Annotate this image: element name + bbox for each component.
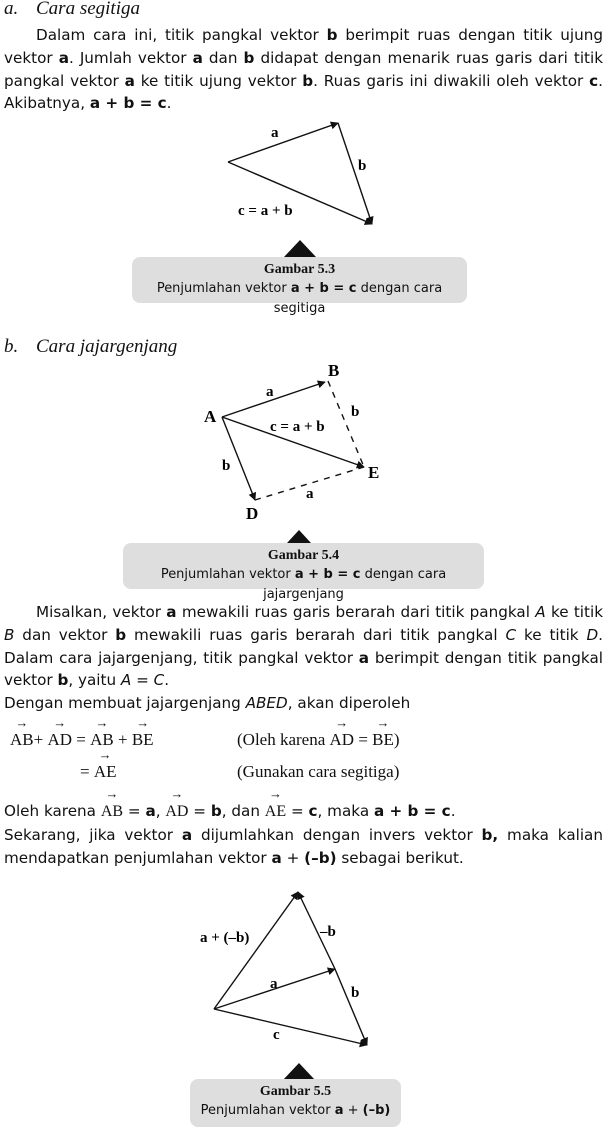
section-a-title: Cara segitiga xyxy=(36,0,140,19)
label-a-top: a xyxy=(266,384,274,400)
vector-b-arrow xyxy=(335,969,367,1045)
label-c: c = a + b xyxy=(270,419,325,435)
label-b-left: b xyxy=(222,458,231,474)
equation-row-2-note: (Gunakan cara segitiga) xyxy=(237,762,400,781)
point-A: A xyxy=(204,407,217,426)
vector-a-arrow xyxy=(228,123,338,162)
equation-row-2: = → AE xyxy=(80,762,117,782)
label-b: b xyxy=(351,985,360,1001)
caption-title: Gambar 5.4 xyxy=(267,548,340,563)
caption-title: Gambar 5.3 xyxy=(263,262,336,277)
figure-5-5-diagram xyxy=(0,880,607,1065)
vector-c-arrow xyxy=(214,1009,367,1045)
label-a-bottom: a xyxy=(306,486,314,502)
point-D: D xyxy=(246,504,259,523)
vector-a-minus-b-arrow xyxy=(214,892,298,1009)
label-neg-b: –b xyxy=(320,924,336,940)
paragraph-conclusion: Oleh karena → AB = a, → AD = b, dan → AE = c, maka a + b = c. Sekarang, jika vektor a dijumlahkan dengan invers vektor b, maka kalian mendapatkan penjumlahan vektor a + (–b) sebagai berikut. xyxy=(4,800,603,869)
caption-pointer xyxy=(287,530,311,543)
label-a-plus-neg-b: a + (–b) xyxy=(200,930,250,946)
section-a-heading xyxy=(4,0,140,20)
caption-pointer xyxy=(283,1063,315,1080)
label-b: b xyxy=(358,158,367,174)
caption-pointer xyxy=(284,240,316,257)
section-b-label: b. xyxy=(4,336,19,357)
figure-5-3-caption: Gambar 5.3 Penjumlahan vektor a + b = c dengan cara segitiga xyxy=(132,257,467,303)
dashed-BE xyxy=(328,381,364,467)
paragraph-triangle-method: Dalam cara ini, titik pangkal vektor b berimpit ruas dengan titik ujung vektor a. Jumlah vektor a dan b didapat dengan menarik ruas garis dari titik pangkal vektor a ke titik ujung vektor b. Ruas garis ini diwakili oleh vektor c. Akibatnya, a + b = c. xyxy=(4,26,604,113)
section-a-label: a. xyxy=(4,0,19,19)
paragraph-parallelogram: Misalkan, vektor a mewakili ruas garis berarah dari titik pangkal A ke titik B dan vektor b mewakili ruas garis berarah dari titik pangkal C ke titik D. Dalam cara jajargenjang, titik pangkal vektor a berimpit dengan titik pangkal vektor b, yaitu A = C. Dengan membuat jajargenjang ABED, akan diperoleh xyxy=(4,603,603,713)
figure-5-5-caption: Gambar 5.5 Penjumlahan vektor a + (–b) xyxy=(190,1079,401,1127)
label-b-right: b xyxy=(351,404,360,420)
label-a: a xyxy=(270,976,278,992)
point-E: E xyxy=(368,463,380,482)
equation-row-1-note: (Oleh karena → AD = → BE) xyxy=(237,730,400,750)
label-c: c = a + b xyxy=(238,203,293,219)
label-a: a xyxy=(271,125,279,141)
figure-5-4-caption: Gambar 5.4 Penjumlahan vektor a + b = c dengan cara jajargenjang xyxy=(123,543,484,589)
label-c: c xyxy=(273,1027,280,1043)
figure-5-4-diagram xyxy=(0,355,607,530)
vector-AB-arrow xyxy=(222,382,325,417)
point-B: B xyxy=(328,361,340,380)
figure-5-3-diagram xyxy=(0,110,607,240)
caption-title: Gambar 5.5 xyxy=(259,1084,332,1099)
equation-row-1: → AB+ → AD = → AB + → BE xyxy=(10,730,154,750)
vector-b-arrow xyxy=(338,123,372,224)
section-b-title: Cara jajargenjang xyxy=(36,336,178,357)
